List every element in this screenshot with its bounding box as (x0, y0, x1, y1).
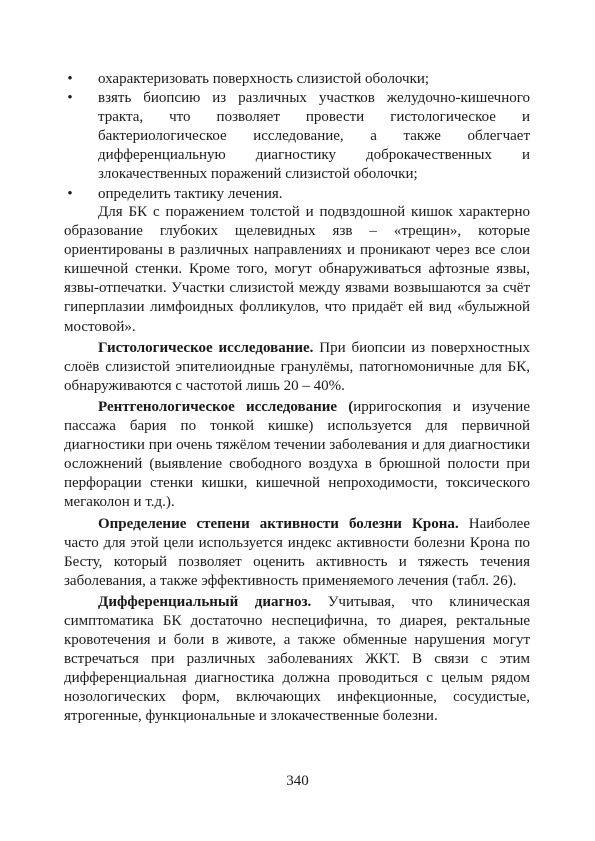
paragraph-differential (64, 593, 530, 727)
bullet-marker: • (67, 71, 73, 87)
list-item-text: определить тактику лечения. (98, 185, 283, 202)
list-item (64, 70, 530, 89)
paragraph-crohn-ulcers (64, 203, 530, 337)
paragraph-histology (64, 339, 530, 396)
page-number: 340 (286, 773, 309, 789)
paragraph-text: Наиболее часто для этой цели используется индекс активности болезни Крона по Бесту, который позволяет оценить активность и тяжесть течения заболевания, а также эффективность применяемого лечения (табл. 26). (64, 515, 530, 589)
bullet-marker: • (67, 90, 73, 107)
paragraph-text: При биопсии из поверхностных слоёв слизистой эпителиоидные гранулёмы, патогномоничные для БК, обнаруживаются с частотой лишь 20 – 40%. (64, 339, 530, 394)
section-heading: Дифференциальный диагноз. (98, 593, 312, 610)
paragraph-text: ирригоскопия и изучение пассажа бария по тонкой кишке) используется для первичной диагностики при очень тяжёлом течении заболевания и для диагностики осложнений (выявление свободного воздуха в брюшной полости при перфорации стенки кишки, кишечной непроходимости, токсического мегаколон и т.д.). (64, 398, 530, 511)
list-item-text: охарактеризовать поверхность слизистой оболочки; (98, 71, 430, 87)
bullet-marker: • (67, 185, 73, 202)
paragraph-radiology (64, 398, 530, 513)
paragraph-text: Для БК с поражением толстой и подвздошной кишок характерно образование глубоких щелевидных язв – «трещин», которые ориентированы в различных направлениях и проникают через все слои кишечной стенки. Кроме того, могут обнаруживаться афтозные язвы, язвы-отпечатки. Участки слизистой между язвами возвышаются за счёт гиперплазии лимфоидных фолликулов, что придаёт ей вид «булыжной мостовой». (64, 204, 530, 335)
list-item (64, 185, 530, 204)
body-text (64, 203, 530, 729)
paragraph-activity (64, 515, 530, 591)
section-heading: Гистологическое исследование. (98, 339, 314, 356)
section-heading: Рентгенологическое исследование ( (98, 398, 354, 415)
paragraph-text: Учитывая, что клиническая симптоматика БК достаточно неспецифична, то диарея, ректальные кровотечения и боли в животе, а также обменные нарушения могут встречаться при различных заболеваниях ЖКТ. В связи с этим дифференциальная диагностика должна проводиться с целым рядом нозологических форм, включающих инфекционные, сосудистые, ятрогенные, функциональные и злокачественные болезни. (64, 593, 530, 725)
bullet-list (64, 70, 530, 204)
list-item (64, 89, 530, 184)
section-heading: Определение степени активности болезни Крона. (98, 515, 459, 532)
list-item-text: взять биопсию из различных участков желудочно-кишечного тракта, что позволяет провести гистологическое и бактериологическое исследование, а также облегчает дифференциальную диагностику доброкачественных и злокачественных поражений слизистой оболочки; (98, 90, 530, 183)
